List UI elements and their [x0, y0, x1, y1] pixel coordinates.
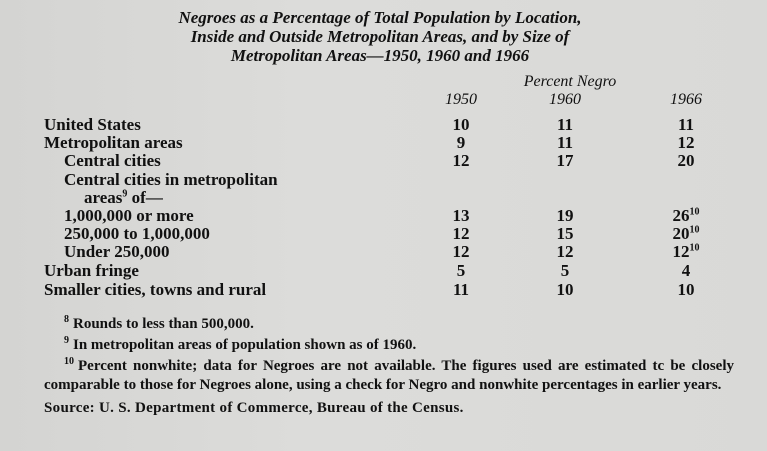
table-row-metropolitan-areas	[0, 134, 767, 152]
title-line-2: Inside and Outside Metropolitan Areas, and by Size of	[190, 27, 570, 46]
cell-1966: $12^{10}$	[672, 242, 700, 261]
column-header-1966: 1966	[670, 91, 702, 108]
row-label: Central cities in metropolitan	[64, 170, 278, 189]
column-header-1950: 1950	[445, 91, 477, 108]
cell-1950: 5	[456, 261, 466, 280]
table-row-smaller-cities	[0, 281, 767, 299]
footnote-text: Rounds to less than 500,000.	[73, 316, 254, 332]
footnote-mark: 9	[64, 335, 69, 346]
cell-1960: 10	[556, 280, 574, 299]
row-label: Central cities	[64, 151, 161, 170]
footnote-ref-9: 9	[122, 188, 128, 200]
row-label: 1,000,000 or more	[64, 206, 194, 225]
column-group-header: Percent Negro	[523, 73, 617, 90]
table-row-over-1m	[0, 207, 767, 225]
row-label: Smaller cities, towns and rural	[44, 280, 267, 299]
cell-1966: 20	[677, 151, 695, 170]
footnote-9	[44, 336, 734, 355]
footnote-ref-10: 10	[689, 224, 700, 236]
title-line-1: Negroes as a Percentage of Total Population by Location,	[178, 8, 582, 27]
footnote-10	[44, 357, 734, 395]
cell-1966: 10	[677, 280, 695, 299]
cell-1950: 10	[452, 115, 470, 134]
table-row-areas-of	[0, 189, 767, 207]
cell-1950: 13	[452, 206, 470, 225]
cell-1950: 12	[452, 151, 470, 170]
cell-1966: $20^{10}$	[672, 224, 700, 243]
cell-1960: 19	[556, 206, 574, 225]
row-label: Metropolitan areas	[44, 133, 183, 152]
row-label: areas$^9$ of—	[84, 188, 163, 207]
table-row-under-250k	[0, 243, 767, 261]
footnotes	[44, 315, 734, 418]
cell-1966: 12	[677, 133, 695, 152]
table-row-central-cities-heading	[0, 171, 767, 189]
title-line-3: Metropolitan Areas—1950, 1960 and 1966	[230, 46, 530, 65]
source-line: Source: U. S. Department of Commerce, Bureau of the Census.	[44, 400, 464, 416]
cell-1950: 9	[456, 133, 466, 152]
cell-1960: 5	[560, 261, 570, 280]
footnote-ref-10: 10	[689, 206, 700, 218]
table-row-urban-fringe	[0, 262, 767, 280]
footnote-mark: 8	[64, 314, 69, 325]
row-label: United States	[44, 115, 141, 134]
cell-1960: 17	[556, 151, 574, 170]
cell-1966: 11	[677, 115, 695, 134]
cell-1966: $26^{10}$	[672, 206, 700, 225]
cell-1960: 11	[556, 133, 574, 152]
footnote-text: Percent nonwhite; data for Negroes are not available. The figures used are estimated tc be closely comparable to those for Negroes alone, using a check for Negro and nonwhite percentages in earlier years.	[44, 358, 734, 393]
footnote-8	[44, 315, 734, 334]
cell-1960: 11	[556, 115, 574, 134]
footnote-mark: 10	[64, 356, 74, 367]
cell-1960: 12	[556, 242, 574, 261]
footnote-text: In metropolitan areas of population shown as of 1960.	[73, 337, 417, 353]
cell-1950: 12	[452, 242, 470, 261]
footnote-ref-10: 10	[689, 242, 700, 254]
column-header-1960: 1960	[549, 91, 581, 108]
cell-1950: 12	[452, 224, 470, 243]
table-row-united-states	[0, 116, 767, 134]
table-title	[80, 8, 680, 65]
cell-1966: 4	[681, 261, 691, 280]
cell-1950: 11	[452, 280, 470, 299]
cell-1960: 15	[556, 224, 574, 243]
row-label: Urban fringe	[44, 261, 139, 280]
row-label: 250,000 to 1,000,000	[64, 224, 210, 243]
table-row-central-cities	[0, 152, 767, 170]
row-label: Under 250,000	[64, 242, 170, 261]
table-row-250k-1m	[0, 225, 767, 243]
